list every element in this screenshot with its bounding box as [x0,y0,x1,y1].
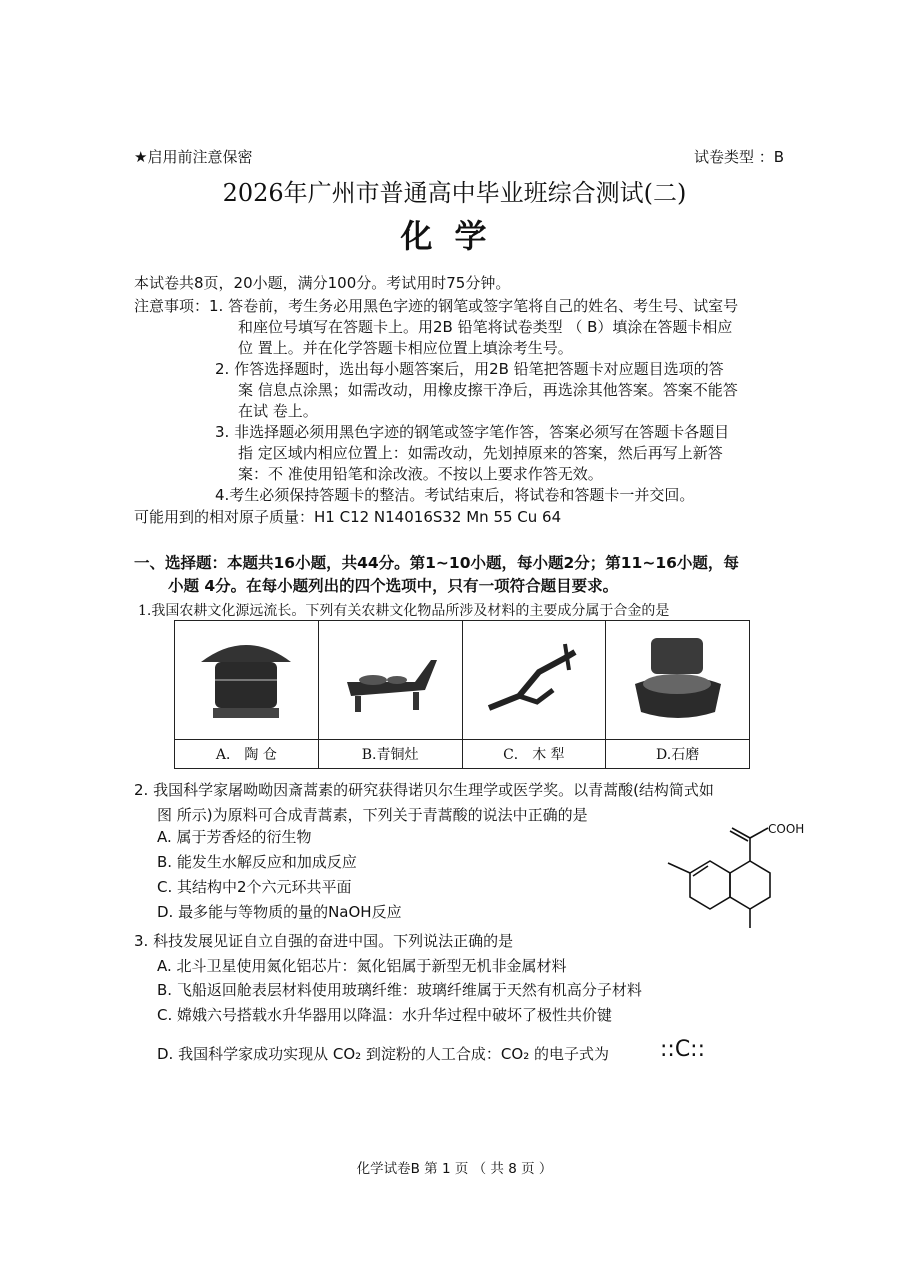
question-2-option-d: D. 最多能与等物质的量的NaOH反应 [157,903,402,921]
question-2-stem-cont: 图 所示)为原料可合成青蒿素，下列关于青蒿酸的说法中正确的是 [157,806,588,824]
section-heading: 一、选择题：本题共16小题，共44分。第1~10小题，每小题2分；第11~16小题，每 [134,554,739,572]
question-3-option-b: B. 飞船返回舱表层材料使用玻璃纤维：玻璃纤维属于天然有机高分子材料 [157,981,642,999]
note-line: 4.考生必须保持答题卡的整洁。考试结束后，将试卷和答题卡一并交回。 [215,486,695,504]
question-3-stem: 3. 科技发展见证自立自强的奋进中国。下列说法正确的是 [134,932,514,950]
question-2-option-b: B. 能发生水解反应和加成反应 [157,853,357,871]
note-line: 注意事项：1. 答卷前，考生务必用黑色字迹的钢笔或签字笔将自己的姓名、考生号、试室号 [134,297,739,315]
question-3-option-c: C. 嫦娥六号搭载水升华器用以降温：水升华过程中破坏了极性共价键 [157,1006,613,1024]
page-footer: 化学试卷B 第 1 页 （ 共 8 页 ） [356,1161,553,1177]
option-d-label: D.石磨 [606,740,750,769]
option-a-label: A． 陶 仓 [175,740,319,769]
confidential-label: ★启用前注意保密 [134,148,253,166]
carboxyl-label: COOH [768,822,805,836]
stone-mill-image [606,621,750,740]
note-line: 和座位号填写在答题卡上。用2B 铅笔将试卷类型 （ B）填涂在答题卡相应 [238,318,733,336]
note-line: 指 定区域内相应位置上：如需改动，先划掉原来的答案，然后再写上新答 [238,444,723,462]
atomic-masses: 可能用到的相对原子质量：H1 C12 N14016S32 Mn 55 Cu 64 [134,508,562,526]
question-2-option-a: A. 属于芳香烃的衍生物 [157,828,312,846]
option-c-label: C． 木 犁 [462,740,606,769]
question-3-option-a: A. 北斗卫星使用氮化铝芯片：氮化铝属于新型无机非金属材料 [157,957,567,975]
note-line: 在试 卷上。 [238,402,318,420]
note-line: 位 置上。并在化学答题卡相应位置上填涂考生号。 [238,339,573,357]
question-1-stem: 1.我国农耕文化源远流长。下列有关农耕文化物品所涉及材料的主要成分属于合金的是 [138,603,670,619]
question-1-option-table [174,620,750,769]
artemisinic-acid-structure [650,818,805,933]
question-2-option-c: C. 其结构中2个六元环共平面 [157,878,352,896]
note-line: 案：不 准使用铅笔和涂改液。不按以上要求作答无效。 [238,465,603,483]
exam-title: 2026年广州市普通高中毕业班综合测试(二) [222,179,687,207]
subject-title: 化学 [400,217,509,255]
section-heading-cont: 小题 4分。在每小题列出的四个选项中，只有一项符合题目要求。 [168,577,619,595]
intro-text: 本试卷共8页，20小题，满分100分。考试用时75分钟。 [134,274,511,292]
question-3-option-d: D. 我国科学家成功实现从 CO₂ 到淀粉的人工合成：CO₂ 的电子式为 [157,1045,609,1063]
paper-type-label: 试卷类型 ：B [694,148,785,166]
bronze-stove-image [318,621,462,740]
option-b-label: B.青铜灶 [318,740,462,769]
note-line: 3. 非选择题必须用黑色字迹的钢笔或签字笔作答，答案必须写在答题卡各题目 [215,423,730,441]
note-line: 2. 作答选择题时，选出每小题答案后，用2B 铅笔把答题卡对应题目选项的答 [215,360,724,378]
co2-electron-formula: ::C:: [660,1037,706,1062]
wooden-plough-image [462,621,606,740]
note-line: 案 信息点涂黑；如需改动，用橡皮擦干净后，再选涂其他答案。答案不能答 [238,381,738,399]
question-2-stem: 2. 我国科学家屠呦呦因斎蒿素的研究获得诺贝尔生理学或医学奖。以青蒿酸(结构简式如 [134,781,714,799]
pottery-granary-image [175,621,319,740]
